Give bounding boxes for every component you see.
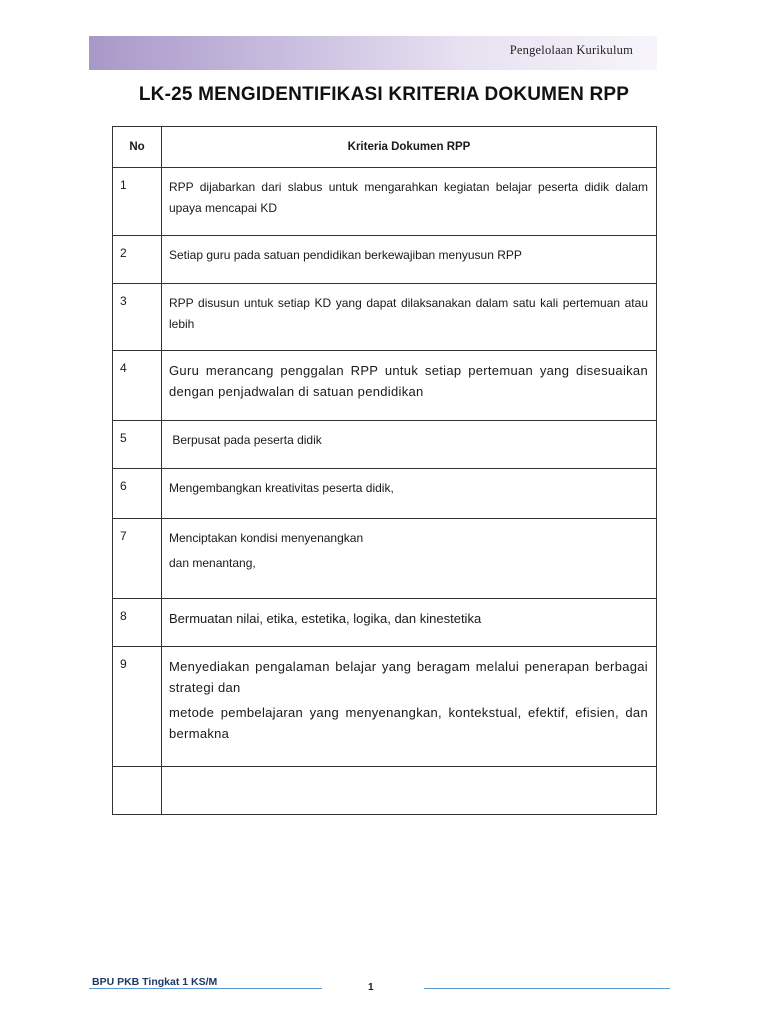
- criteria-cell: [162, 767, 657, 815]
- row-number: 2: [113, 236, 162, 284]
- table-row: [113, 351, 657, 421]
- criteria-cell: [162, 469, 657, 519]
- row-number: 8: [113, 599, 162, 647]
- row-number: 5: [113, 421, 162, 469]
- column-header-no: No: [113, 127, 162, 168]
- criteria-cell: [162, 284, 657, 351]
- table-row-empty: [113, 767, 657, 815]
- page-number: 1: [368, 982, 374, 993]
- table-row: [113, 236, 657, 284]
- criteria-text: Menyediakan pengalaman belajar yang beragam melalui penerapan berbagai strategi dan: [169, 659, 648, 695]
- table-row: [113, 421, 657, 469]
- row-number: [113, 767, 162, 815]
- header-band: [89, 36, 657, 70]
- table-row: [113, 599, 657, 647]
- criteria-text-continued: dan menantang,: [169, 556, 256, 570]
- criteria-cell: [162, 236, 657, 284]
- footer-rule-right: [424, 988, 670, 989]
- row-number: 4: [113, 351, 162, 421]
- table-header-row: [113, 127, 657, 168]
- criteria-cell: [162, 421, 657, 469]
- criteria-cell: [162, 599, 657, 647]
- row-number: 1: [113, 168, 162, 236]
- criteria-cell: [162, 647, 657, 767]
- row-number: 7: [113, 519, 162, 599]
- document-title: LK-25 MENGIDENTIFIKASI KRITERIA DOKUMEN RPP: [138, 84, 630, 105]
- criteria-text: Berpusat pada peserta didik: [169, 433, 322, 447]
- row-number: 9: [113, 647, 162, 767]
- criteria-table: [112, 126, 657, 815]
- criteria-text-continued: metode pembelajaran yang menyenangkan, kontekstual, efektif, efisien, dan bermakna: [169, 705, 648, 741]
- table-row: [113, 284, 657, 351]
- criteria-cell: [162, 168, 657, 236]
- criteria-text: Guru merancang penggalan RPP untuk setiap pertemuan yang disesuaikan dengan penjadwalan di satuan pendidikan: [169, 363, 648, 399]
- table-row: [113, 168, 657, 236]
- footer-rule-left: [89, 988, 322, 989]
- criteria-text: Bermuatan nilai, etika, estetika, logika, dan kinestetika: [169, 611, 482, 626]
- column-header-criteria: Kriteria Dokumen RPP: [162, 127, 657, 168]
- row-number: 6: [113, 469, 162, 519]
- criteria-text: RPP dijabarkan dari slabus untuk mengarahkan kegiatan belajar peserta didik dalam upaya mencapai KD: [169, 180, 648, 215]
- criteria-text: RPP disusun untuk setiap KD yang dapat dilaksanakan dalam satu kali pertemuan atau lebih: [169, 296, 648, 331]
- criteria-cell: [162, 519, 657, 599]
- table-row: [113, 647, 657, 767]
- footer-course-label: BPU PKB Tingkat 1 KS/M: [92, 976, 218, 988]
- criteria-cell: [162, 351, 657, 421]
- row-number: 3: [113, 284, 162, 351]
- criteria-text: Setiap guru pada satuan pendidikan berkewajiban menyusun RPP: [169, 248, 522, 262]
- table-row: [113, 519, 657, 599]
- table-row: [113, 469, 657, 519]
- running-header-title: Pengelolaan Kurikulum: [509, 43, 633, 57]
- criteria-text: Mengembangkan kreativitas peserta didik,: [169, 481, 394, 495]
- criteria-text: Menciptakan kondisi menyenangkan: [169, 531, 364, 545]
